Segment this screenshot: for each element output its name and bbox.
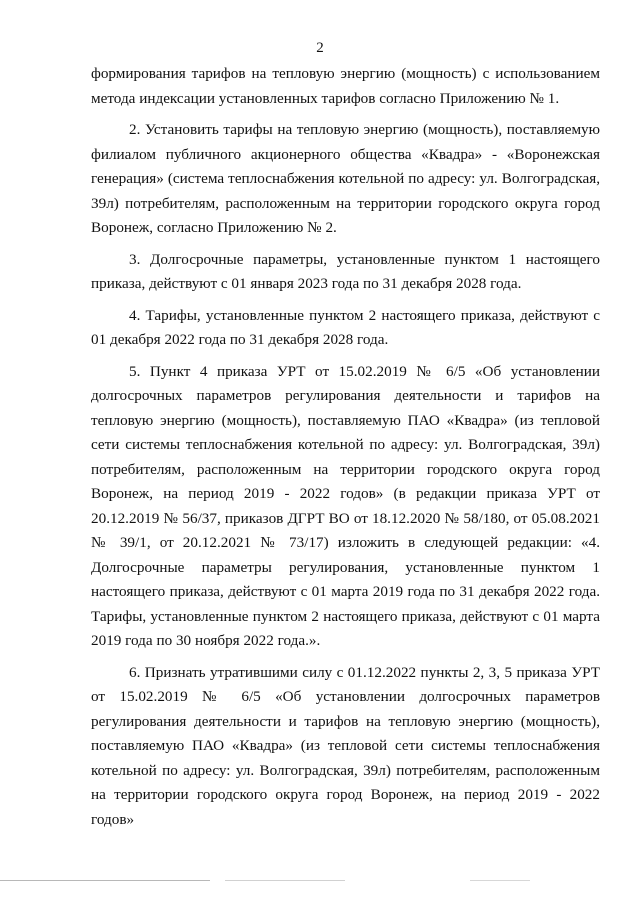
paragraph-item-6: 6. Признать утратившими силу с 01.12.2022 пункты 2, 3, 5 приказа УРТ от 15.02.2019 № 6/5 «Об установлении долгосрочных параметров регулирования деятельности и тарифов на тепловую энергию (мощность), поставляемую ПАО «Квадра» (из тепловой сети системы теплоснабжения котельной по адресу: ул. Волгоградская, 39л) потребителям, расположенным на территории городского округа город Воронеж, на период 2019 - 2022 годов» (91, 663, 600, 828)
scan-artifact-line (0, 880, 210, 881)
scan-artifact-line (470, 880, 530, 881)
page-number: 2 (316, 40, 324, 56)
paragraph-continuation: формирования тарифов на тепловую энергию (мощность) с использованием метода индексации установленных тарифов согласно Приложению № 1. (91, 65, 600, 107)
scan-artifact-line (225, 880, 345, 881)
paragraph-item-4: 4. Тарифы, установленные пунктом 2 настоящего приказа, действуют с 01 декабря 2022 года по 31 декабря 2028 года. (91, 306, 600, 348)
document-body (91, 62, 600, 832)
paragraph-item-2: 2. Установить тарифы на тепловую энергию (мощность), поставляемую филиалом публичного акционерного общества «Квадра» - «Воронежская генерация» (система теплоснабжения котельной по адресу: ул. Волгоградская, 39л) потребителям, расположенным на территории городского округа город Воронеж, согласно Приложению № 2. (91, 121, 600, 236)
paragraph-item-3: 3. Долгосрочные параметры, установленные пунктом 1 настоящего приказа, действуют с 01 января 2023 года по 31 декабря 2028 года. (91, 250, 600, 292)
paragraph-item-5: 5. Пункт 4 приказа УРТ от 15.02.2019 № 6/5 «Об установлении долгосрочных параметров регулирования деятельности и тарифов на тепловую энергию (мощность), поставляемую ПАО «Квадра» (из тепловой сети системы теплоснабжения котельной по адресу: ул. Волгоградская, 39л) потребителям, расположенным на территории городского округа город Воронеж, на период 2019 - 2022 годов» (в редакции приказа УРТ от 20.12.2019 № 56/37, приказов ДГРТ ВО от 18.12.2020 № 58/180, от 05.08.2021 № 39/1, от 20.12.2021 № 73/17) изложить в следующей редакции: «4. Долгосрочные параметры регулирования, установленные пунктом 1 настоящего приказа, действуют с 01 марта 2019 года по 31 декабря 2022 года. Тарифы, установленные пунктом 2 настоящего приказа, действуют с 01 марта 2019 года по 30 ноября 2022 года.». (91, 362, 600, 649)
